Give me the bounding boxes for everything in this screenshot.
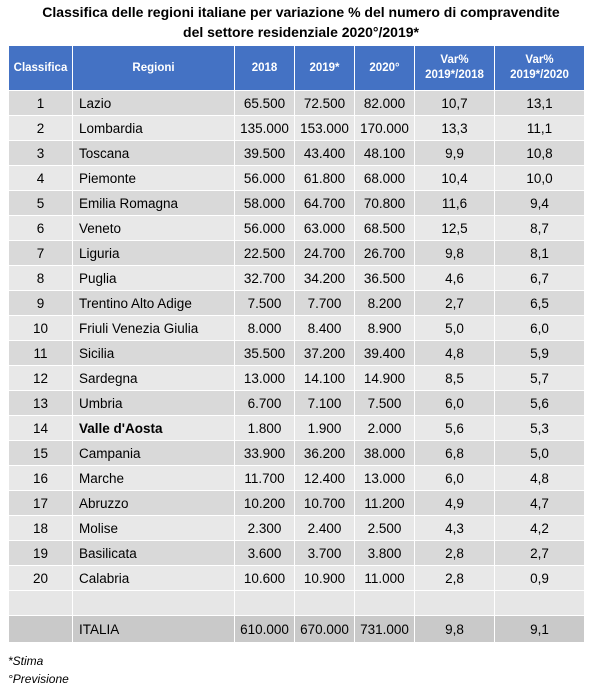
header-2018: 2018 (235, 46, 295, 91)
value-2018-cell: 56.000 (235, 166, 295, 191)
value-2020-cell: 11.200 (355, 491, 415, 516)
table-row (9, 516, 585, 541)
value-2018-cell: 35.500 (235, 341, 295, 366)
rank-cell: 3 (9, 141, 73, 166)
rank-cell: 5 (9, 191, 73, 216)
var-2019-2018-cell: 9,8 (415, 616, 495, 643)
value-2018-cell: 58.000 (235, 191, 295, 216)
var-2019-2020-cell: 10,0 (495, 166, 585, 191)
value-2019-cell: 72.500 (295, 91, 355, 116)
region-cell: Marche (73, 466, 235, 491)
var-2019-2020-cell: 10,8 (495, 141, 585, 166)
region-cell: Toscana (73, 141, 235, 166)
value-2020-cell: 68.000 (355, 166, 415, 191)
rank-cell: 8 (9, 266, 73, 291)
table-row (9, 366, 585, 391)
value-2018-cell: 56.000 (235, 216, 295, 241)
var-2019-2018-cell: 10,7 (415, 91, 495, 116)
var-2019-2018-cell: 10,4 (415, 166, 495, 191)
var-2019-2020-cell: 5,6 (495, 391, 585, 416)
value-2019-cell: 24.700 (295, 241, 355, 266)
region-cell: Veneto (73, 216, 235, 241)
footnote-stima: *Stima (8, 654, 44, 668)
value-2018-cell: 10.600 (235, 566, 295, 591)
rank-cell: 16 (9, 466, 73, 491)
header-var-2019-2018-text: Var% 2019*/2018 (425, 54, 484, 81)
region-cell: Friuli Venezia Giulia (73, 316, 235, 341)
rank-cell: 18 (9, 516, 73, 541)
var-2019-2018-cell: 6,0 (415, 391, 495, 416)
value-2019-cell: 10.900 (295, 566, 355, 591)
value-2019-cell: 153.000 (295, 116, 355, 141)
rank-cell: 14 (9, 416, 73, 441)
value-2019-cell: 3.700 (295, 541, 355, 566)
spacer-cell (495, 591, 585, 616)
value-2019-cell: 7.100 (295, 391, 355, 416)
region-cell: Sardegna (73, 366, 235, 391)
rank-cell: 1 (9, 91, 73, 116)
table-row (9, 566, 585, 591)
rank-cell: 12 (9, 366, 73, 391)
table-row (9, 141, 585, 166)
var-2019-2018-cell: 2,7 (415, 291, 495, 316)
value-2020-cell: 13.000 (355, 466, 415, 491)
value-2019-cell: 43.400 (295, 141, 355, 166)
value-2019-cell: 34.200 (295, 266, 355, 291)
var-2019-2018-cell: 4,6 (415, 266, 495, 291)
var-2019-2018-cell: 5,6 (415, 416, 495, 441)
value-2019-cell: 12.400 (295, 466, 355, 491)
var-2019-2018-cell: 4,3 (415, 516, 495, 541)
var-2019-2020-cell: 5,9 (495, 341, 585, 366)
value-2019-cell: 63.000 (295, 216, 355, 241)
var-2019-2018-cell: 13,3 (415, 116, 495, 141)
region-cell: Calabria (73, 566, 235, 591)
region-cell: Trentino Alto Adige (73, 291, 235, 316)
var-2019-2018-cell: 8,5 (415, 366, 495, 391)
var-2019-2018-cell: 12,5 (415, 216, 495, 241)
table-row (9, 341, 585, 366)
region-cell: Lombardia (73, 116, 235, 141)
region-cell: ITALIA (73, 616, 235, 643)
region-cell: Umbria (73, 391, 235, 416)
value-2018-cell: 6.700 (235, 391, 295, 416)
var-2019-2018-cell: 2,8 (415, 541, 495, 566)
rank-cell: 15 (9, 441, 73, 466)
table-title (0, 2, 602, 42)
rank-cell (9, 616, 73, 643)
rank-cell: 11 (9, 341, 73, 366)
region-cell: Molise (73, 516, 235, 541)
header-classifica: Classifica (9, 46, 73, 91)
spacer-cell (415, 591, 495, 616)
value-2018-cell: 2.300 (235, 516, 295, 541)
table-row (9, 166, 585, 191)
value-2020-cell: 68.500 (355, 216, 415, 241)
var-2019-2020-cell: 4,2 (495, 516, 585, 541)
region-cell: Emilia Romagna (73, 191, 235, 216)
table-row (9, 191, 585, 216)
region-cell: Basilicata (73, 541, 235, 566)
table-row (9, 316, 585, 341)
rank-cell: 20 (9, 566, 73, 591)
var-2019-2018-cell: 9,8 (415, 241, 495, 266)
value-2020-cell: 48.100 (355, 141, 415, 166)
value-2019-cell: 1.900 (295, 416, 355, 441)
spacer-cell (73, 591, 235, 616)
region-cell: Piemonte (73, 166, 235, 191)
value-2020-cell: 38.000 (355, 441, 415, 466)
header-2020: 2020° (355, 46, 415, 91)
table-row (9, 241, 585, 266)
value-2020-cell: 2.000 (355, 416, 415, 441)
value-2018-cell: 3.600 (235, 541, 295, 566)
var-2019-2018-cell: 9,9 (415, 141, 495, 166)
value-2019-cell: 61.800 (295, 166, 355, 191)
var-2019-2020-cell: 8,7 (495, 216, 585, 241)
var-2019-2020-cell: 8,1 (495, 241, 585, 266)
var-2019-2020-cell: 11,1 (495, 116, 585, 141)
var-2019-2020-cell: 5,7 (495, 366, 585, 391)
value-2019-cell: 37.200 (295, 341, 355, 366)
rank-cell: 13 (9, 391, 73, 416)
value-2020-cell: 36.500 (355, 266, 415, 291)
value-2019-cell: 36.200 (295, 441, 355, 466)
var-2019-2020-cell: 9,4 (495, 191, 585, 216)
var-2019-2020-cell: 13,1 (495, 91, 585, 116)
footnote-previsione: °Previsione (8, 672, 69, 686)
value-2019-cell: 14.100 (295, 366, 355, 391)
title-line-1: Classifica delle regioni italiane per variazione % del numero di compravendite (42, 4, 560, 20)
ranking-table (8, 45, 585, 643)
table-row (9, 266, 585, 291)
value-2019-cell: 670.000 (295, 616, 355, 643)
value-2018-cell: 33.900 (235, 441, 295, 466)
value-2020-cell: 3.800 (355, 541, 415, 566)
spacer-row (9, 591, 585, 616)
table-row (9, 391, 585, 416)
value-2020-cell: 14.900 (355, 366, 415, 391)
var-2019-2018-cell: 6,0 (415, 466, 495, 491)
spacer-cell (295, 591, 355, 616)
value-2018-cell: 1.800 (235, 416, 295, 441)
footnotes (8, 652, 69, 688)
var-2019-2020-cell: 6,0 (495, 316, 585, 341)
header-var-2019-2020 (495, 46, 585, 91)
var-2019-2020-cell: 6,7 (495, 266, 585, 291)
rank-cell: 2 (9, 116, 73, 141)
var-2019-2020-cell: 6,5 (495, 291, 585, 316)
table-row (9, 291, 585, 316)
table-row (9, 416, 585, 441)
value-2018-cell: 22.500 (235, 241, 295, 266)
table-wrapper (8, 45, 585, 643)
value-2020-cell: 11.000 (355, 566, 415, 591)
var-2019-2018-cell: 4,9 (415, 491, 495, 516)
rank-cell: 19 (9, 541, 73, 566)
var-2019-2020-cell: 0,9 (495, 566, 585, 591)
value-2018-cell: 10.200 (235, 491, 295, 516)
rank-cell: 17 (9, 491, 73, 516)
value-2018-cell: 610.000 (235, 616, 295, 643)
rank-cell: 9 (9, 291, 73, 316)
table-row (9, 216, 585, 241)
table-row (9, 441, 585, 466)
var-2019-2020-cell: 2,7 (495, 541, 585, 566)
table-row (9, 91, 585, 116)
value-2020-cell: 70.800 (355, 191, 415, 216)
value-2018-cell: 8.000 (235, 316, 295, 341)
value-2020-cell: 7.500 (355, 391, 415, 416)
region-cell: Lazio (73, 91, 235, 116)
region-cell: Abruzzo (73, 491, 235, 516)
var-2019-2018-cell: 11,6 (415, 191, 495, 216)
header-row (9, 46, 585, 91)
var-2019-2018-cell: 4,8 (415, 341, 495, 366)
region-cell: Puglia (73, 266, 235, 291)
var-2019-2020-cell: 4,8 (495, 466, 585, 491)
region-cell: Campania (73, 441, 235, 466)
rank-cell: 7 (9, 241, 73, 266)
header-regioni: Regioni (73, 46, 235, 91)
value-2020-cell: 82.000 (355, 91, 415, 116)
value-2020-cell: 26.700 (355, 241, 415, 266)
var-2019-2020-cell: 4,7 (495, 491, 585, 516)
var-2019-2020-cell: 5,0 (495, 441, 585, 466)
value-2018-cell: 7.500 (235, 291, 295, 316)
value-2018-cell: 32.700 (235, 266, 295, 291)
header-2019: 2019* (295, 46, 355, 91)
value-2019-cell: 8.400 (295, 316, 355, 341)
table-row (9, 466, 585, 491)
table-body (9, 91, 585, 643)
spacer-cell (9, 591, 73, 616)
value-2020-cell: 731.000 (355, 616, 415, 643)
rank-cell: 6 (9, 216, 73, 241)
value-2018-cell: 13.000 (235, 366, 295, 391)
var-2019-2018-cell: 5,0 (415, 316, 495, 341)
value-2018-cell: 65.500 (235, 91, 295, 116)
value-2019-cell: 2.400 (295, 516, 355, 541)
var-2019-2018-cell: 6,8 (415, 441, 495, 466)
rank-cell: 10 (9, 316, 73, 341)
total-row (9, 616, 585, 643)
value-2020-cell: 8.900 (355, 316, 415, 341)
value-2019-cell: 7.700 (295, 291, 355, 316)
var-2019-2018-cell: 2,8 (415, 566, 495, 591)
value-2020-cell: 39.400 (355, 341, 415, 366)
value-2018-cell: 39.500 (235, 141, 295, 166)
region-cell: Sicilia (73, 341, 235, 366)
spacer-cell (235, 591, 295, 616)
spacer-cell (355, 591, 415, 616)
rank-cell: 4 (9, 166, 73, 191)
value-2018-cell: 135.000 (235, 116, 295, 141)
title-line-2: del settore residenziale 2020°/2019* (183, 24, 419, 40)
header-var-2019-2018 (415, 46, 495, 91)
value-2018-cell: 11.700 (235, 466, 295, 491)
header-var-2019-2020-text: Var% 2019*/2020 (510, 54, 569, 81)
table-row (9, 116, 585, 141)
table-row (9, 491, 585, 516)
var-2019-2020-cell: 9,1 (495, 616, 585, 643)
value-2019-cell: 64.700 (295, 191, 355, 216)
var-2019-2020-cell: 5,3 (495, 416, 585, 441)
region-cell: Liguria (73, 241, 235, 266)
value-2019-cell: 10.700 (295, 491, 355, 516)
value-2020-cell: 170.000 (355, 116, 415, 141)
value-2020-cell: 2.500 (355, 516, 415, 541)
value-2020-cell: 8.200 (355, 291, 415, 316)
region-cell: Valle d'Aosta (73, 416, 235, 441)
table-row (9, 541, 585, 566)
